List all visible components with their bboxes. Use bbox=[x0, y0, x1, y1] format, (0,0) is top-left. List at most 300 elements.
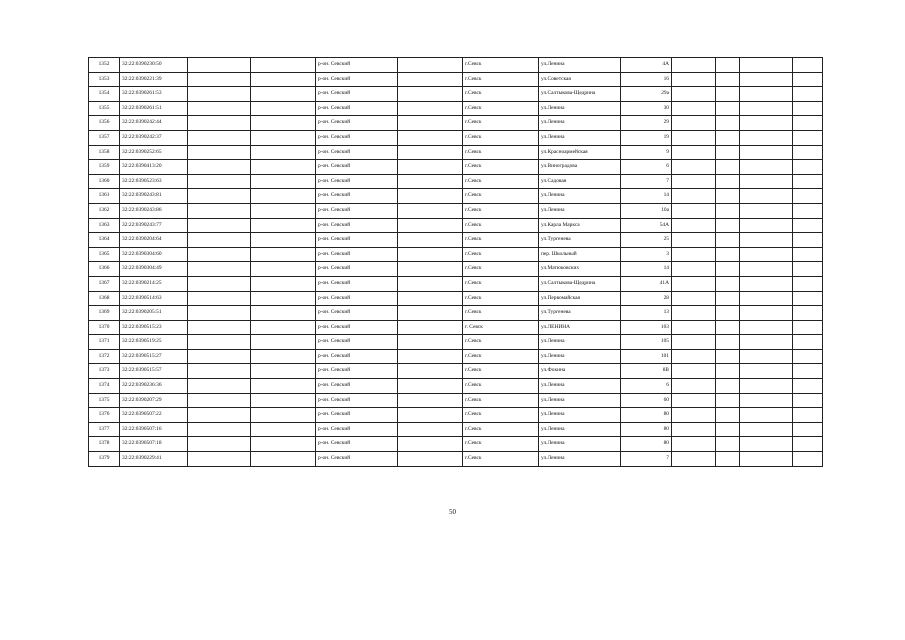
table-row bbox=[89, 422, 823, 437]
city-cell: г.Севск bbox=[463, 72, 539, 87]
empty-cell bbox=[793, 306, 823, 321]
empty-cell bbox=[188, 58, 251, 73]
street-cell: ул.Тургенева bbox=[539, 306, 621, 321]
empty-cell bbox=[716, 58, 740, 73]
city-cell: г.Севск bbox=[463, 437, 539, 452]
empty-cell bbox=[251, 276, 316, 291]
street-cell: ул.Матюковских bbox=[539, 262, 621, 277]
registry-table bbox=[88, 57, 823, 467]
cadastral-number-cell: 32:22:0390243:86 bbox=[120, 203, 188, 218]
empty-cell bbox=[740, 203, 793, 218]
district-cell: р-он. Севский bbox=[316, 189, 398, 204]
city-cell: г.Севск bbox=[463, 174, 539, 189]
district-cell: р-он. Севский bbox=[316, 393, 398, 408]
empty-cell bbox=[398, 72, 463, 87]
table-row bbox=[89, 203, 823, 218]
city-cell: г.Севск bbox=[463, 203, 539, 218]
table-row bbox=[89, 247, 823, 262]
empty-cell bbox=[251, 306, 316, 321]
empty-cell bbox=[740, 145, 793, 160]
empty-cell bbox=[793, 130, 823, 145]
empty-cell bbox=[740, 379, 793, 394]
street-cell: ул.Ленина bbox=[539, 452, 621, 467]
empty-cell bbox=[188, 145, 251, 160]
empty-cell bbox=[251, 174, 316, 189]
city-cell: г.Севск bbox=[463, 87, 539, 102]
empty-cell bbox=[672, 408, 716, 423]
cadastral-number-cell: 32:22:0390252:65 bbox=[120, 145, 188, 160]
street-cell: ул.Ленина bbox=[539, 58, 621, 73]
row-number-cell: 1374 bbox=[89, 379, 120, 394]
city-cell: г.Севск bbox=[463, 408, 539, 423]
empty-cell bbox=[672, 349, 716, 364]
empty-cell bbox=[793, 189, 823, 204]
empty-cell bbox=[672, 87, 716, 102]
cadastral-number-cell: 32:22:0390515:27 bbox=[120, 349, 188, 364]
house-number-cell: 14 bbox=[621, 262, 672, 277]
city-cell: г.Севск bbox=[463, 247, 539, 262]
empty-cell bbox=[740, 160, 793, 175]
house-number-cell: 28 bbox=[621, 291, 672, 306]
city-cell: г.Севск bbox=[463, 189, 539, 204]
empty-cell bbox=[716, 408, 740, 423]
empty-cell bbox=[188, 189, 251, 204]
empty-cell bbox=[740, 408, 793, 423]
house-number-cell: 3 bbox=[621, 247, 672, 262]
district-cell: р-он. Севский bbox=[316, 320, 398, 335]
empty-cell bbox=[716, 276, 740, 291]
table-row bbox=[89, 379, 823, 394]
row-number-cell: 1375 bbox=[89, 393, 120, 408]
empty-cell bbox=[740, 218, 793, 233]
street-cell: ул.Виноградова bbox=[539, 160, 621, 175]
empty-cell bbox=[251, 203, 316, 218]
row-number-cell: 1371 bbox=[89, 335, 120, 350]
empty-cell bbox=[672, 160, 716, 175]
empty-cell bbox=[716, 233, 740, 248]
empty-cell bbox=[398, 306, 463, 321]
street-cell: ул.Ленина bbox=[539, 379, 621, 394]
empty-cell bbox=[672, 101, 716, 116]
empty-cell bbox=[793, 437, 823, 452]
empty-cell bbox=[398, 393, 463, 408]
row-number-cell: 1368 bbox=[89, 291, 120, 306]
table-row bbox=[89, 262, 823, 277]
house-number-cell: 101 bbox=[621, 349, 672, 364]
empty-cell bbox=[716, 306, 740, 321]
city-cell: г.Севск bbox=[463, 116, 539, 131]
empty-cell bbox=[188, 364, 251, 379]
empty-cell bbox=[398, 379, 463, 394]
empty-cell bbox=[188, 437, 251, 452]
city-cell: г.Севск bbox=[463, 145, 539, 160]
empty-cell bbox=[251, 130, 316, 145]
district-cell: р-он. Севский bbox=[316, 306, 398, 321]
street-cell: ул.Ленина bbox=[539, 203, 621, 218]
cadastral-number-cell: 32:22:0390507:22 bbox=[120, 408, 188, 423]
empty-cell bbox=[716, 349, 740, 364]
city-cell: г.Севск bbox=[463, 160, 539, 175]
district-cell: р-он. Севский bbox=[316, 379, 398, 394]
empty-cell bbox=[672, 58, 716, 73]
empty-cell bbox=[716, 116, 740, 131]
empty-cell bbox=[188, 87, 251, 102]
district-cell: р-он. Севский bbox=[316, 160, 398, 175]
cadastral-number-cell: 32:22:0390243:77 bbox=[120, 218, 188, 233]
cadastral-number-cell: 32:22:0390243:81 bbox=[120, 189, 188, 204]
street-cell: ул.Ленина bbox=[539, 189, 621, 204]
house-number-cell: 14 bbox=[621, 189, 672, 204]
empty-cell bbox=[740, 422, 793, 437]
empty-cell bbox=[188, 247, 251, 262]
table-row bbox=[89, 174, 823, 189]
empty-cell bbox=[793, 364, 823, 379]
row-number-cell: 1363 bbox=[89, 218, 120, 233]
house-number-cell: 4А bbox=[621, 58, 672, 73]
empty-cell bbox=[740, 189, 793, 204]
table-row bbox=[89, 130, 823, 145]
empty-cell bbox=[672, 145, 716, 160]
empty-cell bbox=[672, 233, 716, 248]
district-cell: р-он. Севский bbox=[316, 291, 398, 306]
empty-cell bbox=[188, 174, 251, 189]
empty-cell bbox=[672, 262, 716, 277]
empty-cell bbox=[188, 349, 251, 364]
empty-cell bbox=[672, 218, 716, 233]
empty-cell bbox=[793, 262, 823, 277]
empty-cell bbox=[716, 320, 740, 335]
street-cell: ул.Ленина bbox=[539, 408, 621, 423]
empty-cell bbox=[740, 130, 793, 145]
city-cell: г.Севск bbox=[463, 335, 539, 350]
empty-cell bbox=[740, 262, 793, 277]
empty-cell bbox=[672, 335, 716, 350]
city-cell: г.Севск bbox=[463, 262, 539, 277]
table-row bbox=[89, 218, 823, 233]
house-number-cell: 13 bbox=[621, 306, 672, 321]
empty-cell bbox=[793, 160, 823, 175]
empty-cell bbox=[672, 130, 716, 145]
cadastral-number-cell: 32:22:0390204:64 bbox=[120, 233, 188, 248]
empty-cell bbox=[716, 452, 740, 467]
empty-cell bbox=[398, 335, 463, 350]
empty-cell bbox=[740, 306, 793, 321]
district-cell: р-он. Севский bbox=[316, 247, 398, 262]
empty-cell bbox=[188, 160, 251, 175]
table-row bbox=[89, 452, 823, 467]
empty-cell bbox=[251, 58, 316, 73]
house-number-cell: 10а bbox=[621, 203, 672, 218]
district-cell: р-он. Севский bbox=[316, 233, 398, 248]
district-cell: р-он. Севский bbox=[316, 174, 398, 189]
street-cell: ул.Садовая bbox=[539, 174, 621, 189]
empty-cell bbox=[740, 335, 793, 350]
house-number-cell: 60 bbox=[621, 393, 672, 408]
row-number-cell: 1373 bbox=[89, 364, 120, 379]
city-cell: г.Севск bbox=[463, 422, 539, 437]
empty-cell bbox=[716, 145, 740, 160]
cadastral-number-cell: 32:22:0390515:23 bbox=[120, 320, 188, 335]
empty-cell bbox=[716, 87, 740, 102]
empty-cell bbox=[188, 203, 251, 218]
cadastral-number-cell: 32:22:0390242:37 bbox=[120, 130, 188, 145]
street-cell: ул.ЛЕНИНА bbox=[539, 320, 621, 335]
cadastral-number-cell: 32:22:0390221:39 bbox=[120, 72, 188, 87]
street-cell: ул.Салтыкова-Щедрина bbox=[539, 276, 621, 291]
district-cell: р-он. Севский bbox=[316, 145, 398, 160]
empty-cell bbox=[793, 116, 823, 131]
empty-cell bbox=[740, 320, 793, 335]
empty-cell bbox=[740, 452, 793, 467]
empty-cell bbox=[398, 145, 463, 160]
table-row bbox=[89, 364, 823, 379]
empty-cell bbox=[716, 247, 740, 262]
row-number-cell: 1353 bbox=[89, 72, 120, 87]
empty-cell bbox=[793, 422, 823, 437]
street-cell: ул.Советская bbox=[539, 72, 621, 87]
empty-cell bbox=[740, 393, 793, 408]
city-cell: г.Севск bbox=[463, 58, 539, 73]
empty-cell bbox=[672, 276, 716, 291]
empty-cell bbox=[672, 393, 716, 408]
empty-cell bbox=[251, 422, 316, 437]
cadastral-number-cell: 32:22:0390261:51 bbox=[120, 101, 188, 116]
cadastral-number-cell: 32:22:0390229:41 bbox=[120, 452, 188, 467]
table-row bbox=[89, 189, 823, 204]
city-cell: г.Севск bbox=[463, 276, 539, 291]
table-row bbox=[89, 393, 823, 408]
row-number-cell: 1367 bbox=[89, 276, 120, 291]
empty-cell bbox=[740, 247, 793, 262]
empty-cell bbox=[398, 291, 463, 306]
empty-cell bbox=[251, 320, 316, 335]
empty-cell bbox=[188, 379, 251, 394]
district-cell: р-он. Севский bbox=[316, 335, 398, 350]
row-number-cell: 1357 bbox=[89, 130, 120, 145]
empty-cell bbox=[793, 379, 823, 394]
table-row bbox=[89, 276, 823, 291]
cadastral-number-cell: 32:22:0390515:57 bbox=[120, 364, 188, 379]
cadastral-number-cell: 32:22:0390207:29 bbox=[120, 393, 188, 408]
house-number-cell: 30 bbox=[621, 101, 672, 116]
empty-cell bbox=[251, 408, 316, 423]
empty-cell bbox=[793, 145, 823, 160]
empty-cell bbox=[251, 349, 316, 364]
empty-cell bbox=[251, 379, 316, 394]
city-cell: г.Севск bbox=[463, 101, 539, 116]
empty-cell bbox=[251, 452, 316, 467]
empty-cell bbox=[740, 349, 793, 364]
empty-cell bbox=[793, 174, 823, 189]
empty-cell bbox=[251, 101, 316, 116]
district-cell: р-он. Севский bbox=[316, 130, 398, 145]
city-cell: г.Севск bbox=[463, 393, 539, 408]
empty-cell bbox=[188, 393, 251, 408]
empty-cell bbox=[672, 203, 716, 218]
empty-cell bbox=[716, 160, 740, 175]
empty-cell bbox=[398, 233, 463, 248]
row-number-cell: 1379 bbox=[89, 452, 120, 467]
empty-cell bbox=[716, 130, 740, 145]
row-number-cell: 1359 bbox=[89, 160, 120, 175]
empty-cell bbox=[672, 72, 716, 87]
empty-cell bbox=[672, 320, 716, 335]
house-number-cell: 6 bbox=[621, 160, 672, 175]
row-number-cell: 1355 bbox=[89, 101, 120, 116]
empty-cell bbox=[251, 437, 316, 452]
house-number-cell: 7 bbox=[621, 174, 672, 189]
cadastral-number-cell: 32:22:0390514:63 bbox=[120, 291, 188, 306]
table-row bbox=[89, 58, 823, 73]
empty-cell bbox=[793, 349, 823, 364]
street-cell: ул.Красноармейская bbox=[539, 145, 621, 160]
empty-cell bbox=[740, 116, 793, 131]
street-cell: ул.Ленина bbox=[539, 116, 621, 131]
empty-cell bbox=[793, 452, 823, 467]
empty-cell bbox=[398, 422, 463, 437]
cadastral-number-cell: 32:22:0390261:53 bbox=[120, 87, 188, 102]
house-number-cell: 29а bbox=[621, 87, 672, 102]
empty-cell bbox=[398, 349, 463, 364]
table-row bbox=[89, 101, 823, 116]
table-row bbox=[89, 87, 823, 102]
empty-cell bbox=[188, 262, 251, 277]
empty-cell bbox=[740, 174, 793, 189]
empty-cell bbox=[188, 130, 251, 145]
row-number-cell: 1372 bbox=[89, 349, 120, 364]
empty-cell bbox=[672, 174, 716, 189]
street-cell: ул.Ленина bbox=[539, 349, 621, 364]
empty-cell bbox=[188, 408, 251, 423]
empty-cell bbox=[251, 189, 316, 204]
street-cell: ул.Фокина bbox=[539, 364, 621, 379]
empty-cell bbox=[251, 145, 316, 160]
house-number-cell: 80 bbox=[621, 422, 672, 437]
empty-cell bbox=[251, 87, 316, 102]
empty-cell bbox=[793, 335, 823, 350]
empty-cell bbox=[398, 247, 463, 262]
empty-cell bbox=[251, 291, 316, 306]
table-body bbox=[89, 58, 823, 467]
street-cell: ул.Ленина bbox=[539, 335, 621, 350]
row-number-cell: 1369 bbox=[89, 306, 120, 321]
page-number: 50 bbox=[449, 508, 456, 516]
district-cell: р-он. Севский bbox=[316, 422, 398, 437]
empty-cell bbox=[672, 364, 716, 379]
house-number-cell: 16 bbox=[621, 72, 672, 87]
house-number-cell: 80 bbox=[621, 408, 672, 423]
empty-cell bbox=[398, 160, 463, 175]
empty-cell bbox=[188, 335, 251, 350]
empty-cell bbox=[672, 189, 716, 204]
row-number-cell: 1377 bbox=[89, 422, 120, 437]
district-cell: р-он. Севский bbox=[316, 364, 398, 379]
empty-cell bbox=[740, 437, 793, 452]
empty-cell bbox=[793, 408, 823, 423]
empty-cell bbox=[188, 276, 251, 291]
empty-cell bbox=[672, 247, 716, 262]
empty-cell bbox=[251, 218, 316, 233]
city-cell: г.Севск bbox=[463, 233, 539, 248]
empty-cell bbox=[672, 452, 716, 467]
district-cell: р-он. Севский bbox=[316, 203, 398, 218]
street-cell: ул.Первомайская bbox=[539, 291, 621, 306]
cadastral-number-cell: 32:22:0390242:44 bbox=[120, 116, 188, 131]
row-number-cell: 1352 bbox=[89, 58, 120, 73]
empty-cell bbox=[793, 87, 823, 102]
empty-cell bbox=[188, 72, 251, 87]
district-cell: р-он. Севский bbox=[316, 101, 398, 116]
empty-cell bbox=[398, 116, 463, 131]
row-number-cell: 1361 bbox=[89, 189, 120, 204]
empty-cell bbox=[398, 101, 463, 116]
house-number-cell: 103 bbox=[621, 320, 672, 335]
city-cell: г.Севск bbox=[463, 349, 539, 364]
row-number-cell: 1366 bbox=[89, 262, 120, 277]
empty-cell bbox=[793, 72, 823, 87]
city-cell: г.Севск bbox=[463, 306, 539, 321]
empty-cell bbox=[793, 247, 823, 262]
city-cell: г. Севск bbox=[463, 320, 539, 335]
city-cell: г.Севск bbox=[463, 291, 539, 306]
empty-cell bbox=[672, 116, 716, 131]
empty-cell bbox=[398, 87, 463, 102]
empty-cell bbox=[716, 393, 740, 408]
cadastral-number-cell: 32:22:0390304:49 bbox=[120, 262, 188, 277]
empty-cell bbox=[716, 422, 740, 437]
house-number-cell: 9 bbox=[621, 145, 672, 160]
street-cell: пер. Школьный bbox=[539, 247, 621, 262]
table-row bbox=[89, 349, 823, 364]
city-cell: г.Севск bbox=[463, 218, 539, 233]
house-number-cell: 7 bbox=[621, 452, 672, 467]
empty-cell bbox=[716, 189, 740, 204]
cadastral-number-cell: 32:22:0390523:63 bbox=[120, 174, 188, 189]
empty-cell bbox=[793, 393, 823, 408]
empty-cell bbox=[398, 364, 463, 379]
street-cell: ул.Тургенева bbox=[539, 233, 621, 248]
row-number-cell: 1362 bbox=[89, 203, 120, 218]
house-number-cell: 54А bbox=[621, 218, 672, 233]
empty-cell bbox=[251, 262, 316, 277]
empty-cell bbox=[716, 379, 740, 394]
empty-cell bbox=[398, 408, 463, 423]
empty-cell bbox=[716, 203, 740, 218]
empty-cell bbox=[740, 233, 793, 248]
street-cell: ул.Ленина bbox=[539, 101, 621, 116]
empty-cell bbox=[740, 101, 793, 116]
empty-cell bbox=[251, 364, 316, 379]
street-cell: ул.Ленина bbox=[539, 130, 621, 145]
row-number-cell: 1354 bbox=[89, 87, 120, 102]
table-row bbox=[89, 145, 823, 160]
empty-cell bbox=[188, 233, 251, 248]
empty-cell bbox=[398, 174, 463, 189]
empty-cell bbox=[793, 291, 823, 306]
table-row bbox=[89, 291, 823, 306]
empty-cell bbox=[251, 116, 316, 131]
cadastral-number-cell: 32:22:0390507:18 bbox=[120, 437, 188, 452]
empty-cell bbox=[188, 422, 251, 437]
row-number-cell: 1378 bbox=[89, 437, 120, 452]
row-number-cell: 1376 bbox=[89, 408, 120, 423]
empty-cell bbox=[398, 320, 463, 335]
district-cell: р-он. Севский bbox=[316, 87, 398, 102]
street-cell: ул.Карла Маркса bbox=[539, 218, 621, 233]
house-number-cell: 80 bbox=[621, 437, 672, 452]
street-cell: ул.Ленина bbox=[539, 393, 621, 408]
empty-cell bbox=[716, 174, 740, 189]
